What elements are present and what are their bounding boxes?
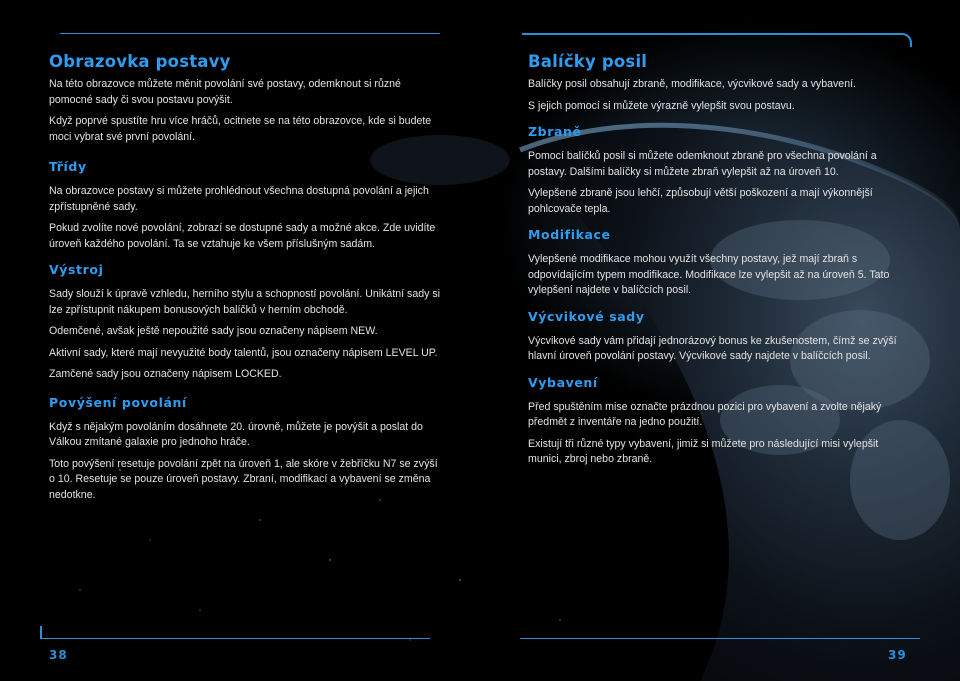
section-paragraph: Sady slouží k úpravě vzhledu, herního stylu a schopností povolání. Unikátní sady si lze zpřístupnit nákupem bonusových balíčků v herním obchodě. xyxy=(49,288,441,316)
section-paragraph: Toto povýšení resetuje povolání zpět na úroveň 1, ale skóre v žebříčku N7 se zvýší o 10. Resetuje se pouze úroveň postavy. Zbraní, modifikací a vybavení se změna nedotkne. xyxy=(49,457,438,501)
intro-paragraph: S jejich pomocí si můžete výrazně vylepšit svou postavu. xyxy=(528,99,795,112)
section-heading-modifikace: Modifikace xyxy=(528,227,611,242)
intro-paragraph: Když poprvé spustíte hru více hráčů, ocitnete se na této obrazovce, kde si budete moci vybrat své první povolání. xyxy=(49,115,432,143)
intro-paragraph: Na této obrazovce můžete měnit povolání své postavy, odemknout si různé pomocné sady či svou postavu povýšit. xyxy=(49,78,401,106)
section-heading-tridy: Třídy xyxy=(49,159,87,174)
section-heading-vycvikove-sady: Výcvikové sady xyxy=(528,308,645,324)
section-paragraph: Na obrazovce postavy si můžete prohlédnout všechna dostupná povolání a jejich zpřístupněné sady. xyxy=(49,185,429,213)
intro-paragraph: Balíčky posil obsahují zbraně, modifikace, výcvikové sady a vybavení. xyxy=(528,78,856,90)
page-number-right: 39 xyxy=(888,648,907,662)
section-paragraph: Pomocí balíčků posil si můžete odemknout zbraně pro všechna povolání a postavy. Dalšími balíčky si můžete zbraň vylepšit až na úroveň 10. xyxy=(528,150,877,178)
frame-top-left xyxy=(60,33,440,34)
section-heading-povyseni: Povýšení povolání xyxy=(49,394,187,410)
section-paragraph: Aktivní sady, které mají nevyužité body talentů, jsou označeny nápisem LEVEL UP. xyxy=(49,346,438,359)
section-paragraph: Před spuštěním mise označte prázdnou pozici pro vybavení a zvolte nějaký předmět z inventáře na jedno použití. xyxy=(528,400,882,428)
section-paragraph: Odemčené, avšak ještě nepoužité sady jsou označeny nápisem NEW. xyxy=(49,325,378,337)
page-title-right: Balíčky posil xyxy=(528,52,648,71)
left-column xyxy=(49,52,442,509)
frame-top-right xyxy=(522,33,894,35)
section-heading-vystroj: Výstroj xyxy=(49,262,104,277)
section-paragraph: Pokud zvolíte nové povolání, zobrazí se dostupné sady a možné akce. Zde uvidíte úroveň každého povolání. Ta se vztahuje ke všem příslušným sadám. xyxy=(49,222,436,250)
page-title-left: Obrazovka postavy xyxy=(49,52,231,71)
section-paragraph: Existují tři různé typy vybavení, jimiž si můžete pro následující misi vylepšit munici, zbroj nebo zbraně. xyxy=(528,437,879,465)
section-paragraph: Zamčené sady jsou označeny nápisem LOCKED. xyxy=(49,368,282,380)
section-paragraph: Když s nějakým povoláním dosáhnete 20. úrovně, můžete je povýšit a poslat do Válkou zmítané galaxie pro jednoho hráče. xyxy=(49,420,423,448)
frame-bottom-right xyxy=(520,638,920,639)
frame-bottom-left xyxy=(40,638,430,639)
section-heading-vybaveni: Vybavení xyxy=(528,374,598,390)
section-paragraph: Výcvikové sady vám přidají jednorázový bonus ke zkušenostem, čímž se zvýší hlavní úroveň povolání postavy. Výcvikové sady najdete v balíčcích posil. xyxy=(528,334,897,362)
section-paragraph: Vylepšené zbraně jsou lehčí, způsobují větší poškození a mají výkonnější pohlcovače tepla. xyxy=(528,187,873,215)
page-number-left: 38 xyxy=(49,648,68,662)
right-column xyxy=(528,52,900,474)
section-heading-zbrane: Zbraně xyxy=(528,124,582,139)
section-paragraph: Vylepšené modifikace mohou využít všechny postavy, jež mají zbraň s odpovídajícím typem modifikace. Modifikace lze vylepšit až na úroveň 5. Tato vylepšení najdete v balíčcích posil. xyxy=(528,253,890,296)
frame-bottom-left-corner xyxy=(40,626,52,638)
